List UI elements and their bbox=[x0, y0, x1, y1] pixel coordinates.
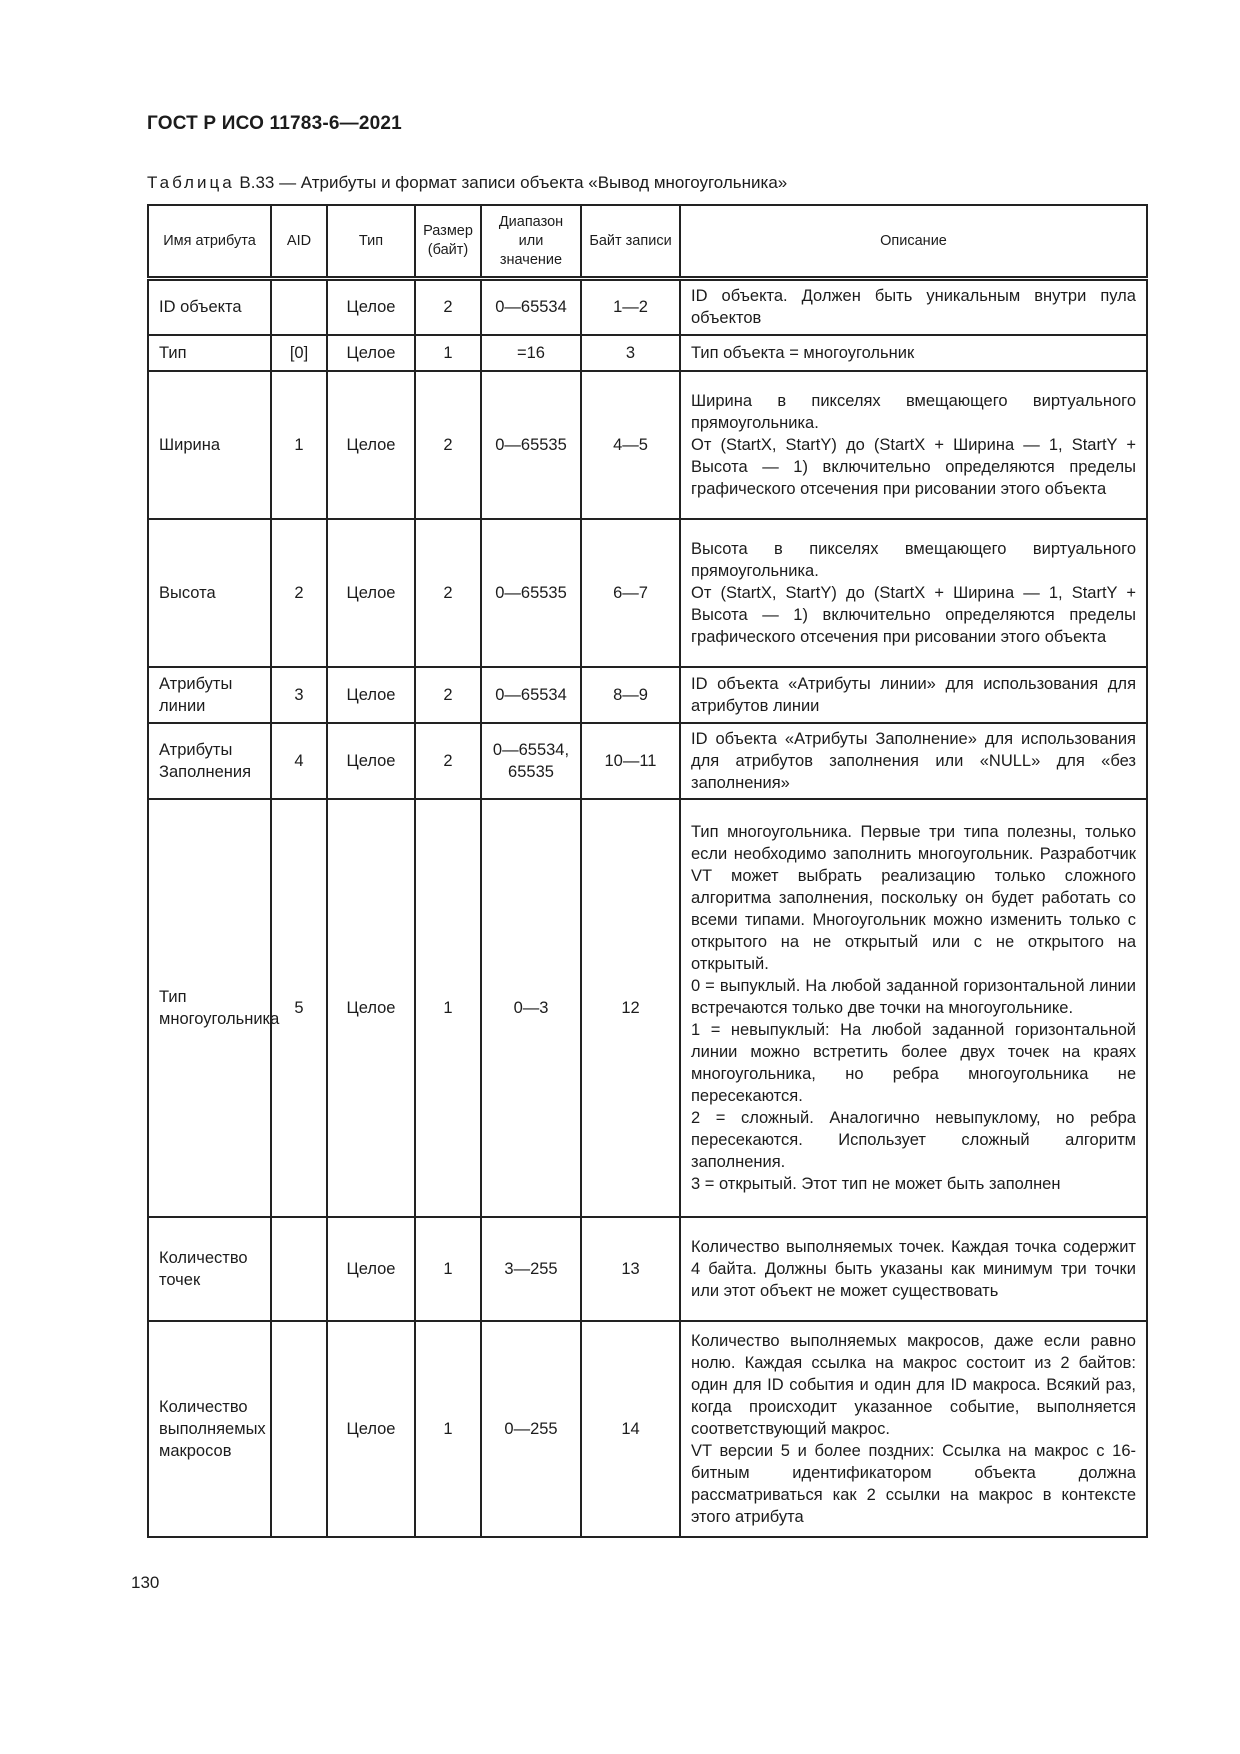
cell-size: 2 bbox=[415, 371, 481, 519]
table-row bbox=[148, 799, 1147, 1217]
cell-type: Целое bbox=[327, 335, 415, 371]
cell-description: Высота в пикселях вмещающего виртуального прямоугольника. От (StartX, StartY) до (StartX + Ширина — 1, StartY + Высота — 1) включительно определяются пределы графического отсечения при рисовании этого объекта bbox=[680, 519, 1147, 667]
cell-range: =16 bbox=[481, 335, 581, 371]
cell-bytes: 1—2 bbox=[581, 279, 680, 335]
cell-name: Тип bbox=[148, 335, 271, 371]
table-header-row bbox=[148, 205, 1147, 279]
cell-type: Целое bbox=[327, 519, 415, 667]
cell-type: Целое bbox=[327, 723, 415, 799]
caption-label: Таблица bbox=[147, 173, 235, 192]
cell-type: Целое bbox=[327, 1321, 415, 1537]
cell-name: ID объекта bbox=[148, 279, 271, 335]
col-header-name: Имя атрибута bbox=[148, 205, 271, 279]
cell-range: 0—255 bbox=[481, 1321, 581, 1537]
cell-description: Количество выполняемых макросов, даже если равно нолю. Каждая ссылка на макрос состоит из 2 байтов: один для ID события и один для ID макроса. Всякий раз, когда происходит указанное событие, выполняется соответствующий макрос. VT версии 5 и более поздних: Ссылка на макрос с 16-битным идентификатором объекта должна рассматриваться как 2 ссылки на макрос в контексте этого атрибута bbox=[680, 1321, 1147, 1537]
cell-bytes: 14 bbox=[581, 1321, 680, 1537]
cell-size: 2 bbox=[415, 279, 481, 335]
caption-text: В.33 — Атрибуты и формат записи объекта «Вывод многоугольника» bbox=[234, 173, 788, 192]
cell-bytes: 4—5 bbox=[581, 371, 680, 519]
cell-aid bbox=[271, 1321, 327, 1537]
table-row bbox=[148, 1217, 1147, 1321]
cell-aid: 3 bbox=[271, 667, 327, 723]
cell-name: Атрибуты Заполнения bbox=[148, 723, 271, 799]
cell-aid bbox=[271, 279, 327, 335]
cell-bytes: 6—7 bbox=[581, 519, 680, 667]
cell-bytes: 3 bbox=[581, 335, 680, 371]
cell-range: 0—65535 bbox=[481, 519, 581, 667]
table-row bbox=[148, 371, 1147, 519]
cell-range: 0—3 bbox=[481, 799, 581, 1217]
cell-bytes: 12 bbox=[581, 799, 680, 1217]
cell-size: 1 bbox=[415, 1321, 481, 1537]
cell-range: 0—65534, 65535 bbox=[481, 723, 581, 799]
cell-aid: 5 bbox=[271, 799, 327, 1217]
cell-bytes: 10—11 bbox=[581, 723, 680, 799]
cell-type: Целое bbox=[327, 799, 415, 1217]
cell-type: Целое bbox=[327, 1217, 415, 1321]
cell-bytes: 13 bbox=[581, 1217, 680, 1321]
table-row bbox=[148, 519, 1147, 667]
cell-description: ID объекта «Атрибуты Заполнение» для использования для атрибутов заполнения или «NULL» для «без заполнения» bbox=[680, 723, 1147, 799]
col-header-bytes: Байт записи bbox=[581, 205, 680, 279]
cell-size: 1 bbox=[415, 1217, 481, 1321]
cell-aid bbox=[271, 1217, 327, 1321]
table-row bbox=[148, 1321, 1147, 1537]
cell-description: ID объекта «Атрибуты линии» для использования для атрибутов линии bbox=[680, 667, 1147, 723]
col-header-range: Диапазон или значение bbox=[481, 205, 581, 279]
cell-name: Количество точек bbox=[148, 1217, 271, 1321]
cell-bytes: 8—9 bbox=[581, 667, 680, 723]
cell-range: 3—255 bbox=[481, 1217, 581, 1321]
cell-size: 2 bbox=[415, 723, 481, 799]
cell-name: Высота bbox=[148, 519, 271, 667]
cell-description: Тип многоугольника. Первые три типа полезны, только если необходимо заполнить многоугольник. Разработчик VT может выбрать реализацию только сложного алгоритма заполнения, поскольку он будет работать со всеми типами. Многоугольник можно изменить только с открытого на не открытый или с не открытого на открытый. 0 = выпуклый. На любой заданной горизонтальной линии встречаются только две точки на многоугольнике. 1 = невыпуклый: На любой заданной горизонтальной линии можно встретить более двух точек на краях многоугольника, но ребра многоугольника не пересекаются. 2 = сложный. Аналогично невыпуклому, но ребра пересекаются. Использует сложный алгоритм заполнения. 3 = открытый. Этот тип не может быть заполнен bbox=[680, 799, 1147, 1217]
cell-aid: 2 bbox=[271, 519, 327, 667]
cell-type: Целое bbox=[327, 667, 415, 723]
cell-description: ID объекта. Должен быть уникальным внутри пула объектов bbox=[680, 279, 1147, 335]
cell-size: 2 bbox=[415, 519, 481, 667]
cell-range: 0—65534 bbox=[481, 279, 581, 335]
cell-aid: 4 bbox=[271, 723, 327, 799]
page-number: 130 bbox=[131, 1573, 160, 1592]
table-caption bbox=[147, 173, 787, 193]
cell-description: Ширина в пикселях вмещающего виртуального прямоугольника. От (StartX, StartY) до (StartX + Ширина — 1, StartY + Высота — 1) включительно определяются пределы графического отсечения при рисовании этого объекта bbox=[680, 371, 1147, 519]
col-header-size: Размер (байт) bbox=[415, 205, 481, 279]
cell-aid: 1 bbox=[271, 371, 327, 519]
cell-description: Количество выполняемых точек. Каждая точка содержит 4 байта. Должны быть указаны как минимум три точки или этот объект не может существовать bbox=[680, 1217, 1147, 1321]
cell-type: Целое bbox=[327, 279, 415, 335]
table-row bbox=[148, 335, 1147, 371]
col-header-type: Тип bbox=[327, 205, 415, 279]
cell-description: Тип объекта = многоугольник bbox=[680, 335, 1147, 371]
col-header-description: Описание bbox=[680, 205, 1147, 279]
table-row bbox=[148, 667, 1147, 723]
table-row bbox=[148, 279, 1147, 335]
cell-size: 2 bbox=[415, 667, 481, 723]
document-header: ГОСТ Р ИСО 11783-6—2021 bbox=[147, 113, 402, 134]
col-header-aid: AID bbox=[271, 205, 327, 279]
cell-size: 1 bbox=[415, 335, 481, 371]
cell-range: 0—65535 bbox=[481, 371, 581, 519]
cell-name: Атрибуты линии bbox=[148, 667, 271, 723]
table-row bbox=[148, 723, 1147, 799]
cell-size: 1 bbox=[415, 799, 481, 1217]
attributes-table bbox=[147, 204, 1148, 1538]
cell-aid: [0] bbox=[271, 335, 327, 371]
cell-name: Ширина bbox=[148, 371, 271, 519]
cell-name: Количество выполняемых макросов bbox=[148, 1321, 271, 1537]
cell-type: Целое bbox=[327, 371, 415, 519]
cell-range: 0—65534 bbox=[481, 667, 581, 723]
cell-name: Тип многоугольника bbox=[148, 799, 271, 1217]
